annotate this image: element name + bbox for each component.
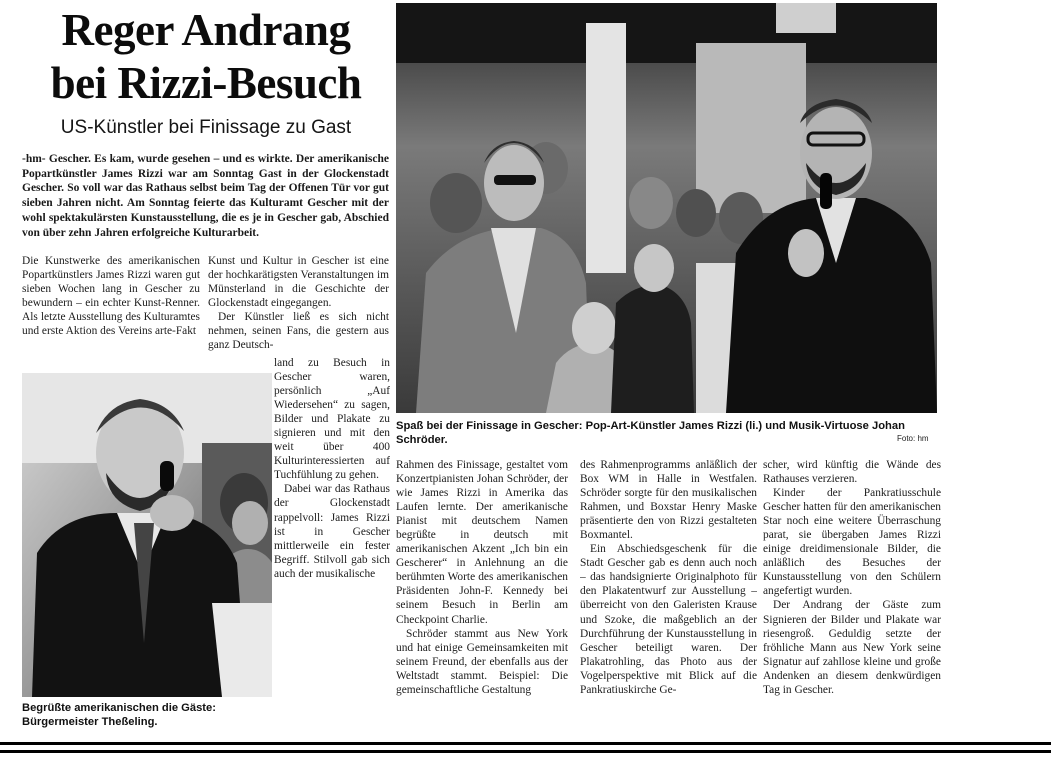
- lead-paragraph: -hm- Gescher. Es kam, wurde gesehen – und es wirkte. Der amerikanische Popartkünstler James Rizzi war am Sonntag Gast in der Glockenstadt Gescher. So voll war das Rathaus selbst beim Tag der Offenen Tür vor gut sieben Jahren nicht. Am Sonntag feierte das Kulturamt Gescher mit der wohl spektakulärsten Kunstausstellung, die es je in Gescher gab, Abschied von über zehn Jahren erfolgreiche Kulturarbeit.: [22, 153, 389, 239]
- column-2b-paragraph-1: land zu Besuch in Gescher waren, persönlich „Auf Wiedersehen“ zu sagen, Bilder und Plakate zu signieren und mit den weit über 400 Kulturinteressierten auf Tuchfühlung zu gehen.: [274, 357, 390, 482]
- column-5-paragraph-1: scher, wird künftig die Wände des Rathauses verzieren.: [763, 459, 941, 486]
- column-4-paragraph-2: Ein Abschiedsgeschenk für die Stadt Gescher gab es denn auch noch – das handsignierte Originalphoto für den Plakatentwurf zur Ausstellung – überreicht von den Galeristen Krause und Szoke, die maßgeblich an der Durchführung der Kunstausstellung in Gescher beteiligt waren. Der Plakatrohling, das Photo aus der Vogelperspektive mit Blick auf die Pankratiuskirche Ge-: [580, 543, 757, 696]
- column-2-paragraph-1: Kunst und Kultur in Gescher ist eine der hochkarätigsten Veranstaltungen im Münsterland in die Geschichte der Glockenstadt eingegangen.: [208, 255, 389, 310]
- subheadline: US-Künstler bei Finissage zu Gast: [60, 117, 352, 138]
- column-3-paragraph-1: Rahmen des Finissage, gestaltet vom Konzertpianisten Johan Schröder, der wie James Rizzi in Amerika das Laufen lernte. Der amerikanische Pianist mit deutschem Namen begrüßte in deutsch mit amerikanischen Akzent „Ich bin ein Gescherer“ in Anlehnung an die berühmten Worte des amerikanischen Präsidenten John-F. Kennedy bei seinem Besuch in Berlin am Checkpoint Charlie.: [396, 459, 568, 626]
- headline-line-1: Reger Andrang: [61, 5, 351, 55]
- article-column-2: [208, 254, 389, 362]
- column-5-paragraph-2: Kinder der Pankratiusschule Gescher hatten für den amerikanischen Star noch eine weitere Überraschung parat, sie übergaben James Rizzi einige dreidimensionale Bilder, die anläßlich des Besuches der Kunstausstellung von den Schülern angefertigt wurden.: [763, 487, 941, 598]
- mayor-photo-caption: Begrüßte amerikanischen die Gäste: Bürgermeister Theßeling.: [22, 702, 216, 728]
- article-column-5: [763, 458, 941, 728]
- article-column-3: [396, 458, 568, 728]
- mayor-photo: [22, 373, 272, 697]
- finissage-photo: [396, 3, 937, 413]
- finissage-photo-caption: Spaß bei der Finissage in Gescher: Pop-Art-Künstler James Rizzi (li.) und Musik-Virtuose Johan Schröder.: [396, 420, 905, 446]
- finissage-photo-illustration: [396, 3, 937, 413]
- column-1-paragraph: Die Kunstwerke des amerikanischen Popartkünstlers James Rizzi waren gut sieben Wochen lang in Gescher zu bewundern – ein echter Kunst-Renner. Als letzte Ausstellung des Kulturamtes und erste Aktion des Vereins arte-Fakt: [22, 255, 200, 338]
- column-2b-paragraph-2: Dabei war das Rathaus der Glockenstadt rappelvoll: James Rizzi ist in Gescher mittlerweile ein fester Begriff. Stilvoll gab sich auch der musikalische: [274, 483, 390, 580]
- photo-credit: Foto: hm: [897, 434, 929, 443]
- column-3-paragraph-2: Schröder stammt aus New York und hat einige Gemeinsamkeiten mit seinem Freund, der ebenfalls aus der Weltstadt stammt. Beispiel: Die gemeinschaftliche Gestaltung: [396, 627, 568, 696]
- bottom-rule-second: [0, 750, 1051, 753]
- article-column-2-continued: [274, 356, 390, 726]
- bottom-rule: [0, 742, 1051, 745]
- article-column-4: [580, 458, 757, 728]
- column-5-paragraph-3: Der Andrang der Gäste zum Signieren der Bilder und Plakate war riesengroß. Geduldig setzte der fröhliche Mann aus New York seine Signatur auf zahllose kleine und große Andenken an diesem denkwürdigen Tag in Gescher.: [763, 599, 941, 696]
- mayor-photo-illustration: [22, 373, 272, 697]
- column-4-paragraph-1: des Rahmenprogramms anläßlich der Box WM in Halle in Westfalen. Schröder sorgte für den musikalischen Rahmen, und Boxstar Henry Maske präsentierte den von Rizzi gestalteten Boxmantel.: [580, 459, 757, 542]
- article-column-1: [22, 254, 200, 374]
- column-2-paragraph-2: Der Künstler ließ es sich nicht nehmen, seinen Fans, die gestern aus ganz Deutsch-: [208, 311, 389, 352]
- headline-line-2: bei Rizzi-Besuch: [50, 58, 362, 108]
- headline: [22, 4, 390, 110]
